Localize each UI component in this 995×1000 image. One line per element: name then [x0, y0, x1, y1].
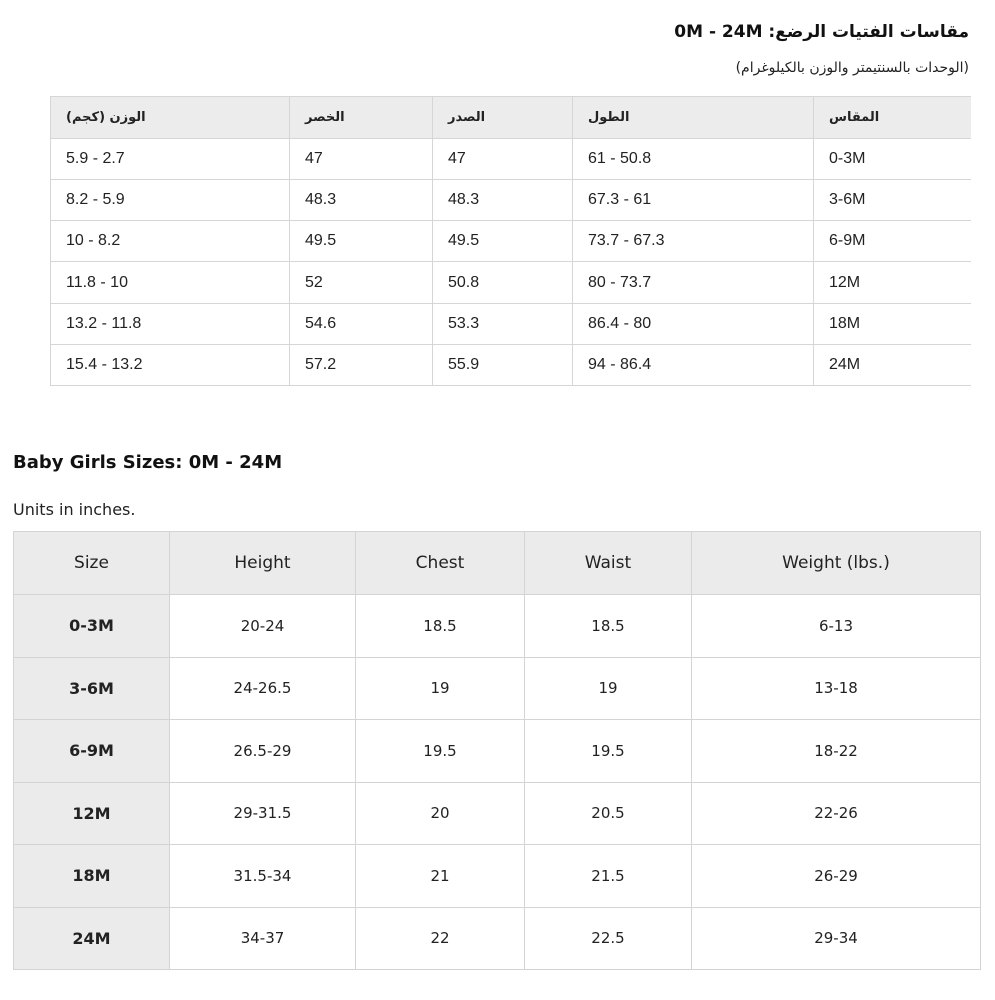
- cell-size: 3-6M: [14, 657, 170, 720]
- header-size: المقاس: [814, 97, 971, 139]
- cell-weight: 11.8 - 10: [51, 262, 290, 303]
- table-row: [51, 180, 971, 221]
- cell-weight: 13.2 - 11.8: [51, 303, 290, 344]
- cell-waist: 21.5: [525, 845, 692, 908]
- cell-height: 73.7 - 67.3: [573, 221, 814, 262]
- cell-size: 6-9M: [14, 720, 170, 783]
- cell-weight: 22-26: [692, 782, 981, 845]
- table-row: [14, 845, 981, 908]
- cell-chest: 53.3: [433, 303, 573, 344]
- english-size-chart-title: Baby Girls Sizes: 0M - 24M: [13, 452, 283, 473]
- cell-size: 3-6M: [814, 180, 971, 221]
- cell-weight: 15.4 - 13.2: [51, 344, 290, 385]
- cell-height: 29-31.5: [170, 782, 356, 845]
- cell-size: 0-3M: [14, 595, 170, 658]
- cell-waist: 22.5: [525, 907, 692, 970]
- cell-waist: 47: [290, 139, 433, 180]
- cell-height: 86.4 - 80: [573, 303, 814, 344]
- cell-chest: 49.5: [433, 221, 573, 262]
- cell-chest: 55.9: [433, 344, 573, 385]
- cell-weight: 8.2 - 5.9: [51, 180, 290, 221]
- english-units-note: Units in inches.: [13, 500, 136, 519]
- cell-chest: 18.5: [356, 595, 525, 658]
- header-weight-kg: الوزن (كجم): [51, 97, 290, 139]
- cell-height: 24-26.5: [170, 657, 356, 720]
- cell-waist: 49.5: [290, 221, 433, 262]
- cell-weight: 13-18: [692, 657, 981, 720]
- cell-weight: 10 - 8.2: [51, 221, 290, 262]
- cell-waist: 57.2: [290, 344, 433, 385]
- header-weight-lbs: Weight (lbs.): [692, 532, 981, 595]
- arabic-size-table: [50, 96, 971, 386]
- table-header-row: [14, 532, 981, 595]
- table-row: [14, 720, 981, 783]
- cell-waist: 52: [290, 262, 433, 303]
- cell-size: 0-3M: [814, 139, 971, 180]
- table-row: [51, 303, 971, 344]
- arabic-units-note: (الوحدات بالسنتيمتر والوزن بالكيلوغرام): [735, 60, 969, 76]
- cell-chest: 48.3: [433, 180, 573, 221]
- cell-weight: 18-22: [692, 720, 981, 783]
- cell-chest: 21: [356, 845, 525, 908]
- table-row: [51, 344, 971, 385]
- cell-size: 6-9M: [814, 221, 971, 262]
- cell-height: 80 - 73.7: [573, 262, 814, 303]
- cell-waist: 20.5: [525, 782, 692, 845]
- header-waist: الخصر: [290, 97, 433, 139]
- cell-size: 24M: [814, 344, 971, 385]
- table-row: [14, 595, 981, 658]
- table-row: [51, 262, 971, 303]
- header-size: Size: [14, 532, 170, 595]
- cell-weight: 29-34: [692, 907, 981, 970]
- cell-size: 18M: [814, 303, 971, 344]
- cell-height: 31.5-34: [170, 845, 356, 908]
- cell-chest: 47: [433, 139, 573, 180]
- header-chest: الصدر: [433, 97, 573, 139]
- cell-size: 24M: [14, 907, 170, 970]
- cell-waist: 18.5: [525, 595, 692, 658]
- cell-chest: 50.8: [433, 262, 573, 303]
- table-row: [14, 657, 981, 720]
- cell-chest: 19.5: [356, 720, 525, 783]
- cell-height: 94 - 86.4: [573, 344, 814, 385]
- cell-weight: 26-29: [692, 845, 981, 908]
- header-waist: Waist: [525, 532, 692, 595]
- header-height: Height: [170, 532, 356, 595]
- cell-size: 18M: [14, 845, 170, 908]
- cell-height: 20-24: [170, 595, 356, 658]
- cell-chest: 19: [356, 657, 525, 720]
- english-size-table: [13, 531, 981, 970]
- table-row: [51, 139, 971, 180]
- header-chest: Chest: [356, 532, 525, 595]
- table-row: [14, 907, 981, 970]
- cell-height: 67.3 - 61: [573, 180, 814, 221]
- cell-height: 61 - 50.8: [573, 139, 814, 180]
- cell-waist: 19.5: [525, 720, 692, 783]
- arabic-size-chart-title: مقاسات الفتيات الرضع: 0M - 24M: [674, 22, 969, 42]
- header-height: الطول: [573, 97, 814, 139]
- cell-size: 12M: [14, 782, 170, 845]
- cell-height: 26.5-29: [170, 720, 356, 783]
- cell-size: 12M: [814, 262, 971, 303]
- cell-chest: 20: [356, 782, 525, 845]
- cell-waist: 48.3: [290, 180, 433, 221]
- table-header-row: [51, 97, 971, 139]
- table-row: [14, 782, 981, 845]
- cell-weight: 5.9 - 2.7: [51, 139, 290, 180]
- cell-waist: 54.6: [290, 303, 433, 344]
- cell-chest: 22: [356, 907, 525, 970]
- cell-weight: 6-13: [692, 595, 981, 658]
- cell-waist: 19: [525, 657, 692, 720]
- table-row: [51, 221, 971, 262]
- cell-height: 34-37: [170, 907, 356, 970]
